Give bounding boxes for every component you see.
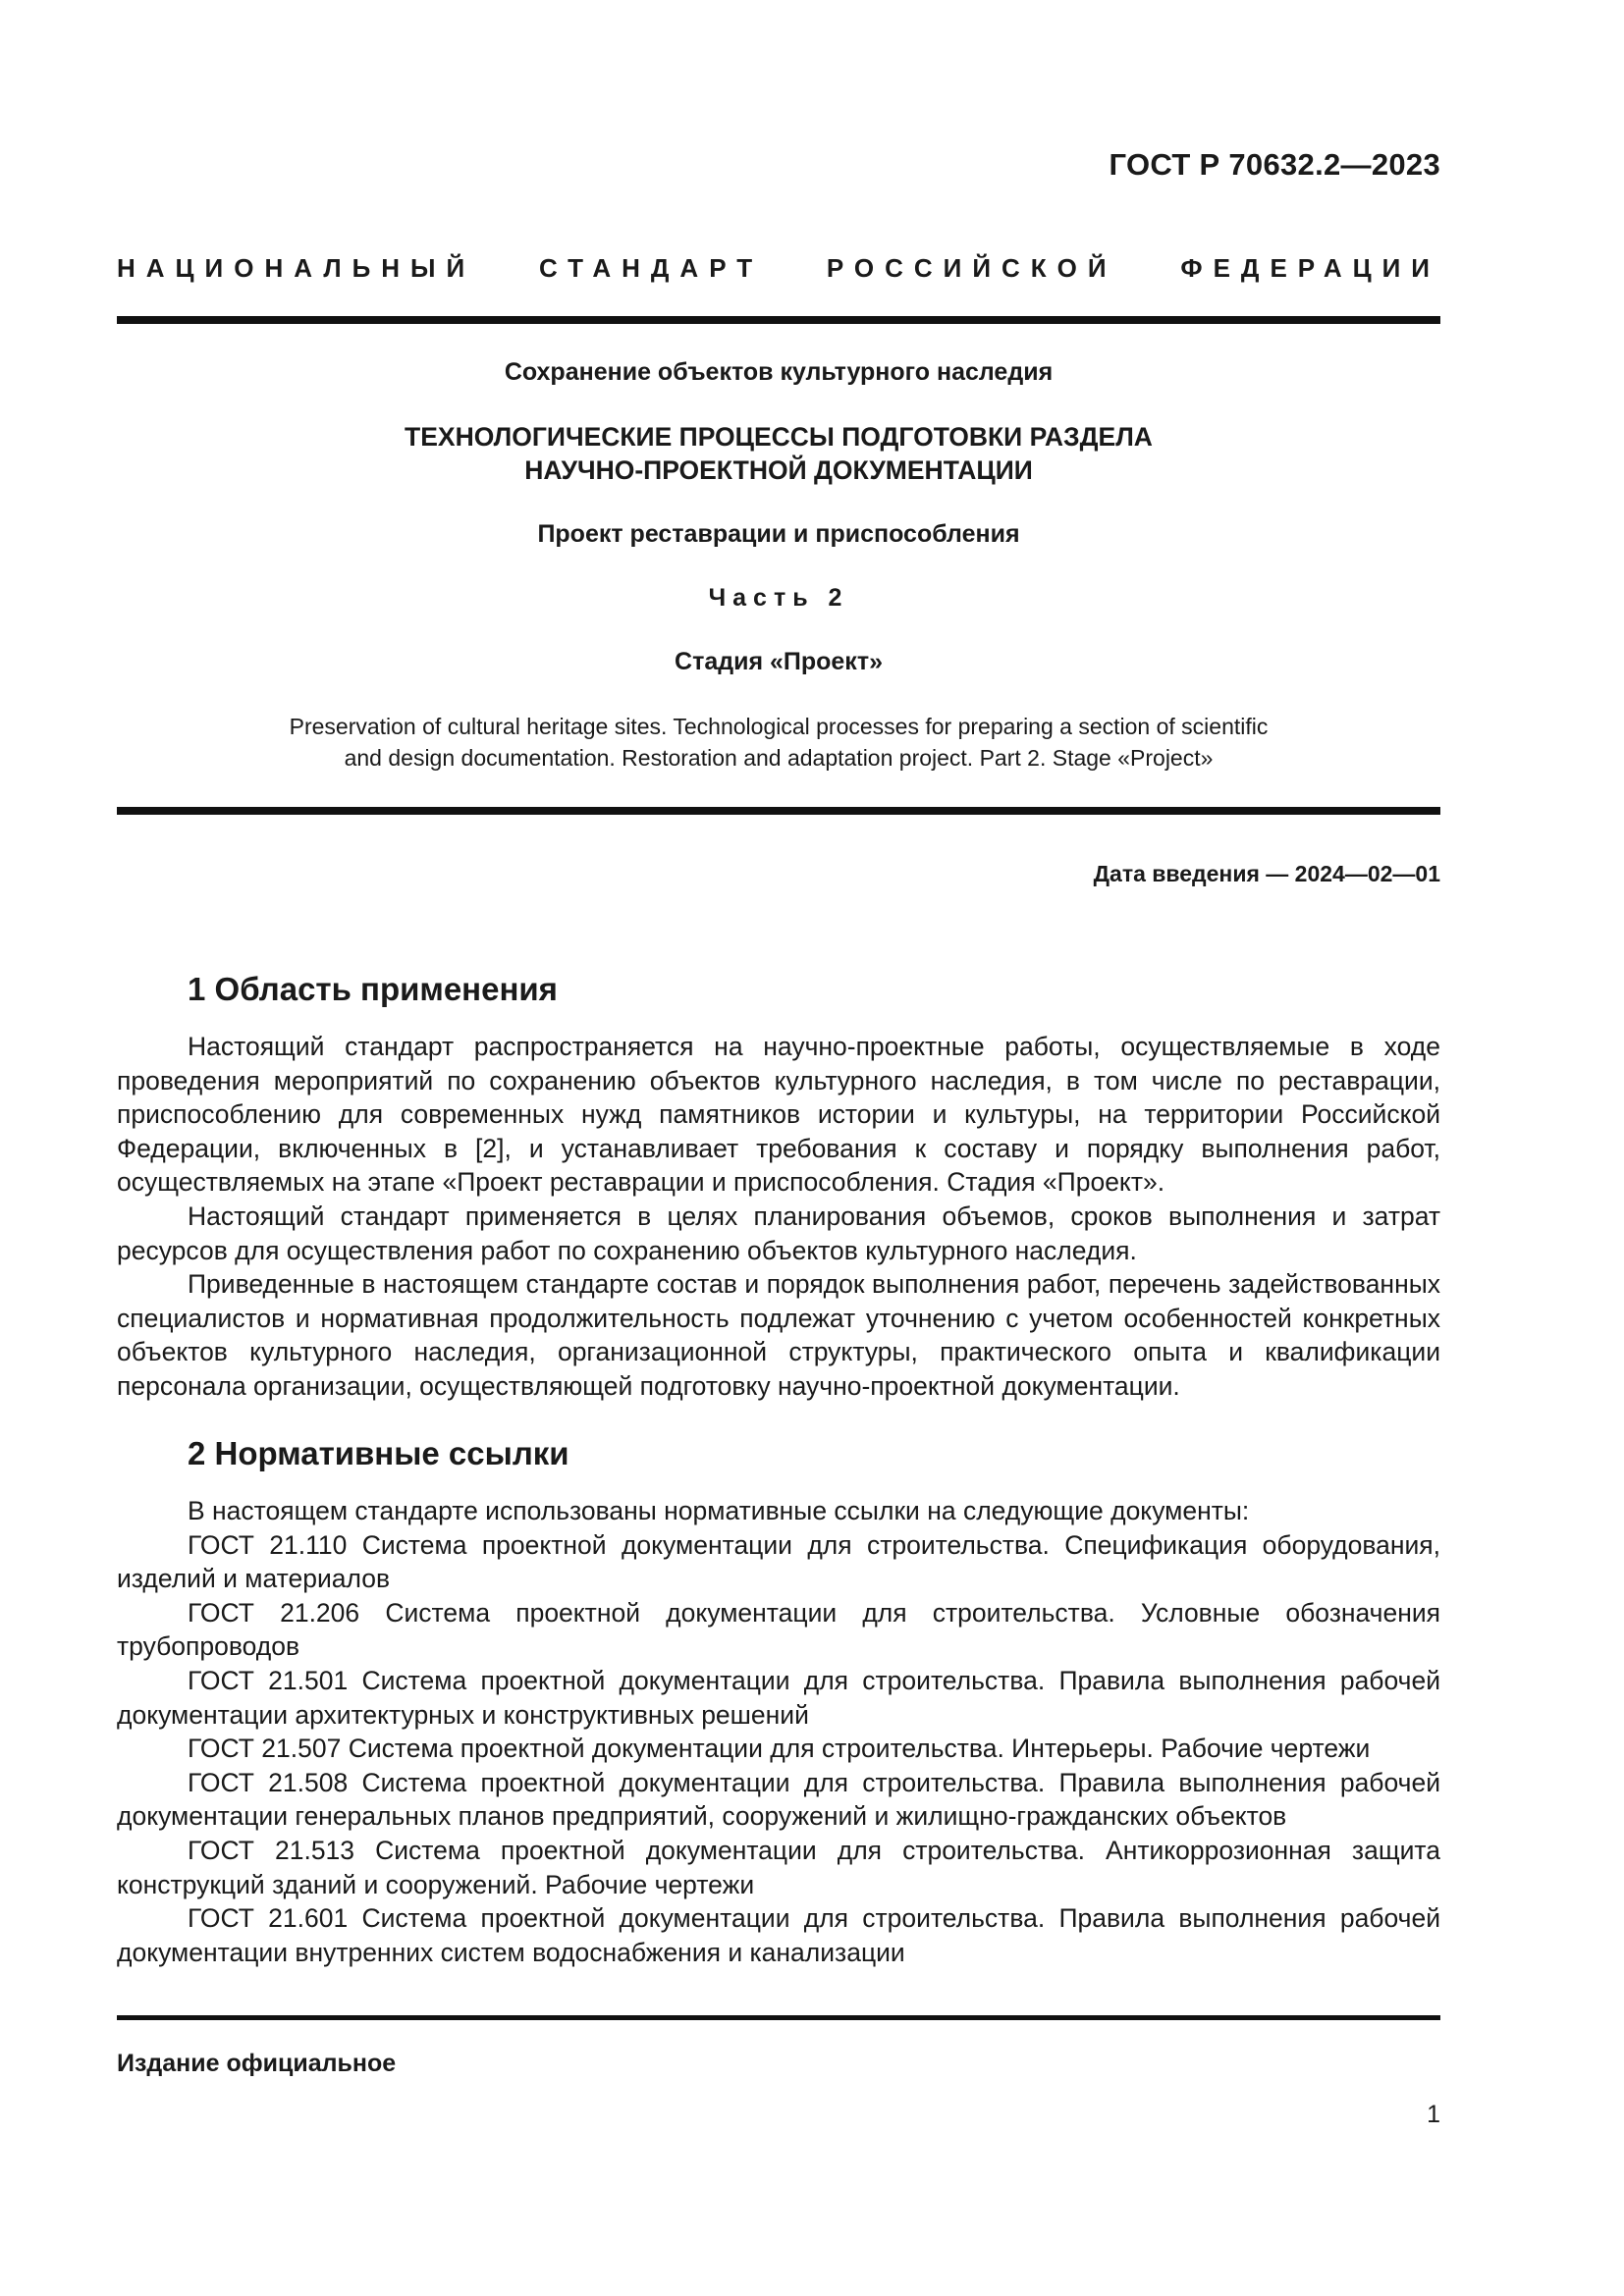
stage-title: Стадия «Проект» xyxy=(675,648,883,675)
section-2-heading: 2 Нормативные ссылки xyxy=(188,1435,569,1471)
references-intro: В настоящем стандарте использованы нормативные ссылки на следующие документы: xyxy=(188,1496,1250,1525)
page-number: 1 xyxy=(1427,2101,1440,2128)
reference-item: ГОСТ 21.110 Система проектной документации для строительства. Спецификация оборудования, изделий и материалов xyxy=(117,1529,1440,1594)
english-title-line-1: Preservation of cultural heritage sites. Technological processes for preparing a section of scientific xyxy=(289,714,1269,739)
title-bottom-rule xyxy=(117,807,1440,815)
series-title: Сохранение объектов культурного наследия xyxy=(504,358,1054,386)
reference-item: ГОСТ 21.513 Система проектной документации для строительства. Антикоррозионная защита конструкций зданий и сооружений. Рабочие чертежи xyxy=(117,1835,1440,1899)
reference-item: ГОСТ 21.206 Система проектной документации для строительства. Условные обозначения трубопроводов xyxy=(117,1597,1440,1662)
introduction-date: Дата введения — 2024—02—01 xyxy=(1093,861,1440,886)
section-2-body xyxy=(117,1494,1440,1969)
main-title-line-2: НАУЧНО-ПРОЕКТНОЙ ДОКУМЕНТАЦИИ xyxy=(524,455,1033,485)
paragraph: Приведенные в настоящем стандарте состав и порядок выполнения работ, перечень задействованных специалистов и нормативная продолжительность подлежат уточнению с учетом особенностей конкретных объектов культурного наследия, организационной структуры, практического опыта и квалификации персонала организации, осуществляющей подготовку научно-проектной документации. xyxy=(117,1269,1440,1401)
main-title-line-1: ТЕХНОЛОГИЧЕСКИЕ ПРОЦЕССЫ ПОДГОТОВКИ РАЗДЕЛА xyxy=(405,422,1153,452)
reference-item: ГОСТ 21.601 Система проектной документации для строительства. Правила выполнения рабочей документации внутренних систем водоснабжения и канализации xyxy=(117,1903,1440,1967)
top-rule xyxy=(117,316,1440,324)
subtitle: Проект реставрации и приспособления xyxy=(537,520,1020,548)
standard-code: ГОСТ Р 70632.2—2023 xyxy=(1109,147,1440,182)
paragraph: Настоящий стандарт распространяется на научно-проектные работы, осуществляемые в ходе проведения мероприятий по сохранению объектов культурного наследия, в том числе по реставрации, приспособлению для современных нужд памятников истории и культуры, на территории Российской Федерации, включенных в [2], и устанавливает требования к составу и порядку выполнения работ, осуществляемых на этапе «Проект реставрации и приспособления. Стадия «Проект». xyxy=(117,1032,1440,1198)
section-1-heading: 1 Область применения xyxy=(188,971,558,1007)
reference-item: ГОСТ 21.507 Система проектной документации для строительства. Интерьеры. Рабочие чертежи xyxy=(188,1734,1371,1764)
part-number: Часть 2 xyxy=(708,584,849,612)
section-1-body xyxy=(117,1030,1440,1404)
footer-rule xyxy=(117,2015,1440,2020)
national-standard-banner: НАЦИОНАЛЬНЫЙ СТАНДАРТ РОССИЙСКОЙ ФЕДЕРАЦИИ xyxy=(117,253,1440,283)
english-title-line-2: and design documentation. Restoration and adaptation project. Part 2. Stage «Project» xyxy=(344,745,1214,771)
reference-item: ГОСТ 21.508 Система проектной документации для строительства. Правила выполнения рабочей документации генеральных планов предприятий, сооружений и жилищно-гражданских объектов xyxy=(117,1767,1440,1832)
reference-item: ГОСТ 21.501 Система проектной документации для строительства. Правила выполнения рабочей документации архитектурных и конструктивных решений xyxy=(117,1665,1440,1730)
paragraph: Настоящий стандарт применяется в целях планирования объемов, сроков выполнения и затрат ресурсов для осуществления работ по сохранению объектов культурного наследия. xyxy=(117,1201,1440,1265)
official-edition-label: Издание официальное xyxy=(117,2050,397,2077)
